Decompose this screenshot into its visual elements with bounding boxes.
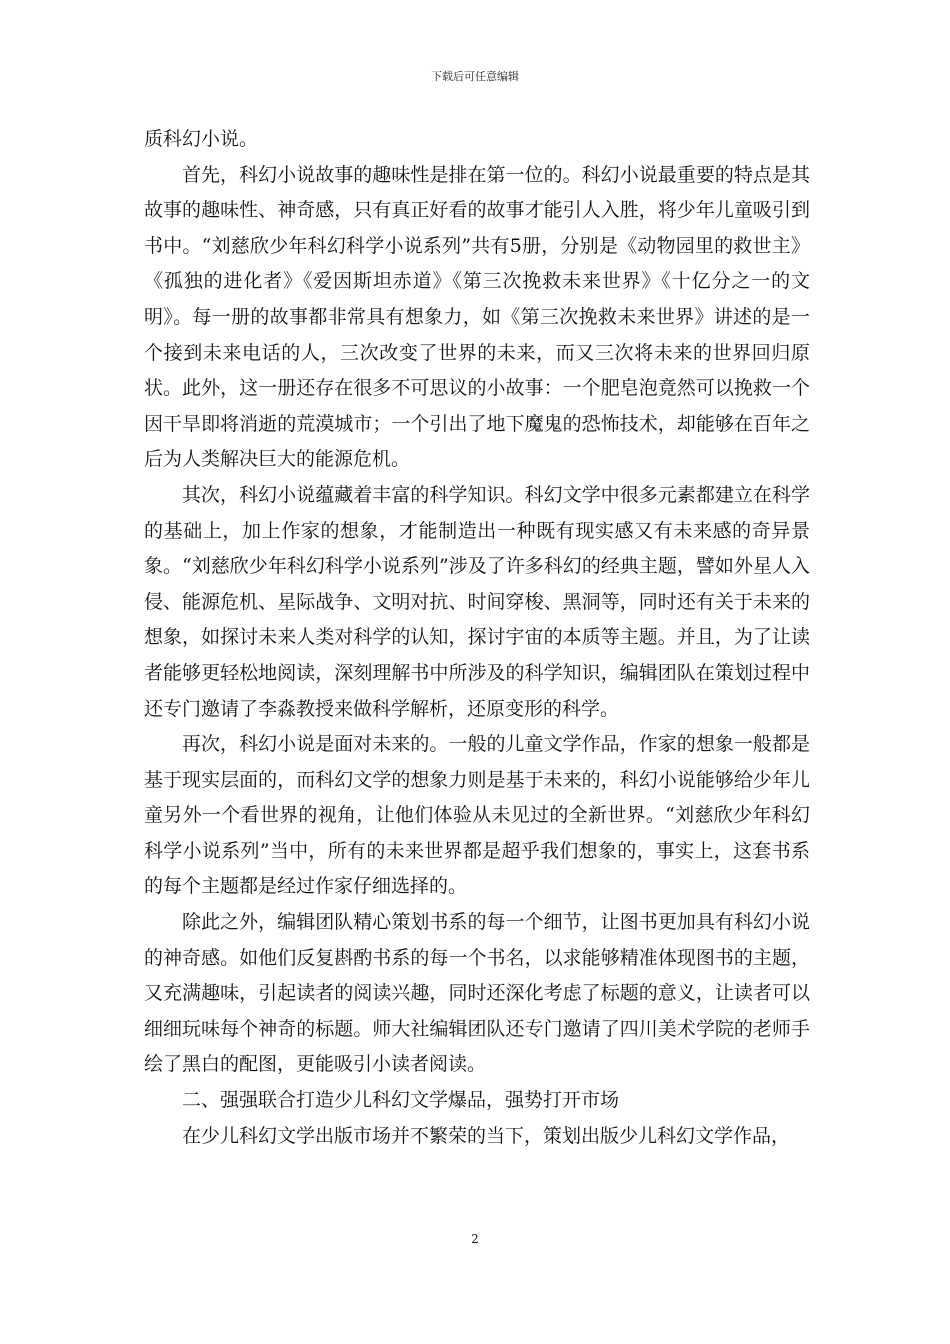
paragraph: 其次，科幻小说蕴藏着丰富的科学知识。科幻文学中很多元素都建立在科学的基础上，加上作家的想象，才能制造出一种既有现实感又有未来感的奇异景象。“刘慈欣少年科幻科学小说系列”涉及了许多科幻的经典主题，譬如外星人入侵、能源危机、星际战争、文明对抗、时间穿梭、黑洞等，同时还有关于未来的想象，如探讨未来人类对科学的认知，探讨宇宙的本质等主题。并且，为了让读者能够更轻松地阅读，深刻理解书中所涉及的科学知识，编辑团队在策划过程中还专门邀请了李淼教授来做科学解析，还原变形的科学。 <box>144 483 810 720</box>
paragraph: 除此之外，编辑团队精心策划书系的每一个细节，让图书更加具有科幻小说的神奇感。如他们反复斟酌书系的每一个书名，以求能够精准体现图书的主题，又充满趣味，引起读者的阅读兴趣，同时还深化考虑了标题的意义，让读者可以细细玩味每个神奇的标题。师大社编辑团队还专门邀请了四川美术学院的老师手绘了黑白的配图，更能吸引小读者阅读。 <box>144 911 810 1076</box>
document-body <box>144 122 810 1154</box>
paragraph: 质科幻小说。 <box>144 128 259 150</box>
paragraph: 再次，科幻小说是面对未来的。一般的儿童文学作品，作家的想象一般都是基于现实层面的，而科幻文学的想象力则是基于未来的，科幻小说能够给少年儿童另外一个看世界的视角，让他们体验从未见过的全新世界。“刘慈欣少年科幻科学小说系列”当中，所有的未来世界都是超乎我们想象的，事实上，这套书系的每个主题都是经过作家仔细选择的。 <box>144 733 810 898</box>
page-number: 2 <box>471 1232 479 1246</box>
paragraph: 在少儿科幻文学出版市场并不繁荣的当下，策划出版少儿科幻文学作品， <box>182 1124 791 1147</box>
page-header: 下载后可任意编辑 <box>431 70 519 83</box>
section-heading: 二、强强联合打造少儿科幻文学爆品，强势打开市场 <box>182 1089 620 1112</box>
paragraph: 首先，科幻小说故事的趣味性是排在第一位的。科幻小说最重要的特点是其故事的趣味性、神奇感，只有真正好看的故事才能引人入胜，将少年儿童吸引到书中。“刘慈欣少年科幻科学小说系列”共有5册，分别是《动物园里的救世主》《孤独的进化者》《爱因斯坦赤道》《第三次挽救未来世界》《十亿分之一的文明》。每一册的故事都非常具有想象力，如《第三次挽救未来世界》讲述的是一个接到未来电话的人，三次改变了世界的未来，而又三次将未来的世界回归原状。此外，这一册还存在很多不可思议的小故事：一个肥皂泡竟然可以挽救一个因干旱即将消逝的荒漠城市；一个引出了地下魔鬼的恐怖技术，却能够在百年之后为人类解决巨大的能源危机。 <box>144 163 810 471</box>
